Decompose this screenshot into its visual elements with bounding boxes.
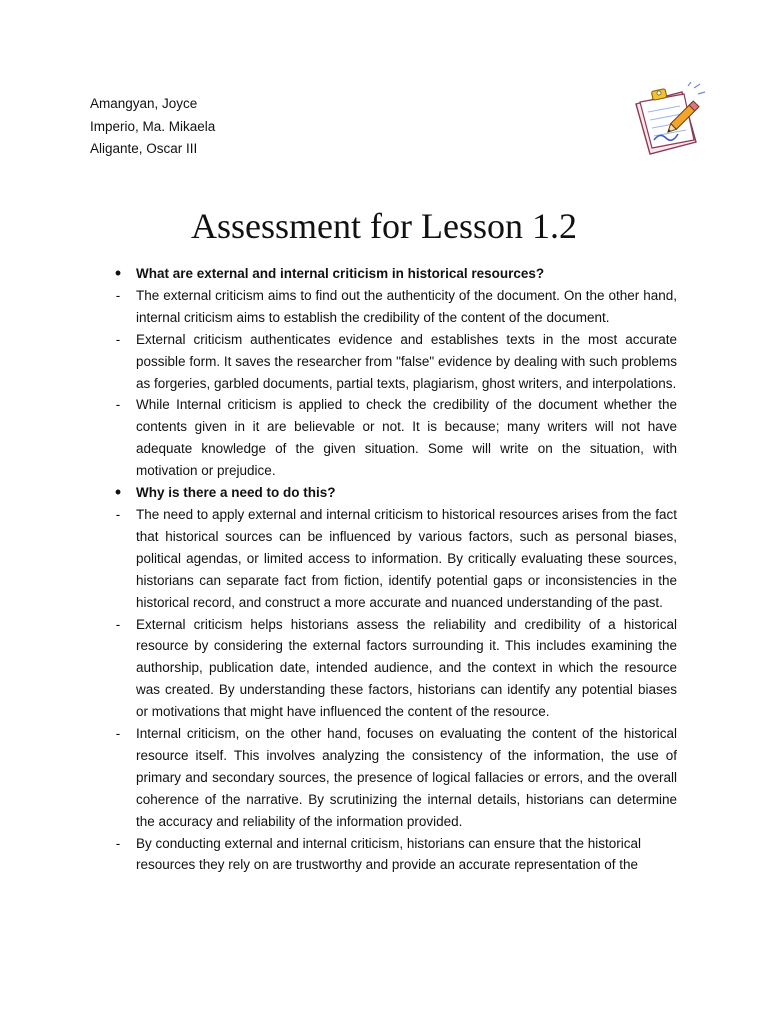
bullet-marker: •	[114, 482, 122, 503]
bullet-marker: •	[114, 263, 122, 283]
clipboard-pencil-icon	[630, 82, 708, 160]
author-list	[90, 93, 215, 161]
answer-text: By conducting external and internal criticism, historians can ensure that the historical resources they rely on are trustworthy and provide an accurate representation of the	[136, 835, 642, 873]
answer-text: The external criticism aims to find out the authenticity of the document. On the other hand, internal criticism aims to establish the credibility of the content of the document.	[136, 287, 677, 325]
answer-item	[112, 504, 677, 614]
answer-text: External criticism helps historians assess the reliability and credibility of a historical resource by considering the external factors surrounding it. This includes examining the authorship, publication date, intended audience, and the context in which the resource was created. By understanding these factors, historians can identify any potential biases or motivations that might have influenced the content of the resource.	[136, 616, 677, 720]
dash-marker: -	[115, 835, 121, 851]
answer-text: External criticism authenticates evidence and establishes texts in the most accurate possible form. It saves the researcher from "false" evidence by dealing with such problems as forgeries, garbled documents, partial texts, plagiarism, ghost writers, and interpolations.	[136, 331, 677, 391]
answer-item	[112, 614, 677, 724]
author-name: Imperio, Ma. Mikaela	[90, 118, 216, 134]
dash-marker: -	[115, 726, 121, 742]
answer-item	[112, 833, 677, 877]
dash-marker: -	[115, 616, 121, 632]
answer-item	[112, 329, 677, 395]
author-name: Amangyan, Joyce	[90, 96, 198, 111]
dash-marker: -	[115, 331, 121, 347]
dash-marker: -	[115, 397, 121, 413]
page-title: Assessment for Lesson 1.2	[191, 206, 577, 246]
assessment-content	[112, 263, 677, 876]
answer-text: The need to apply external and internal criticism to historical resources arises from the fact that historical sources can be influenced by various factors, such as personal biases, political agendas, or limited access to information. By critically evaluating these sources, historians can separate fact from fiction, identify potential gaps or inconsistencies in the historical record, and construct a more accurate and nuanced understanding of the past.	[136, 506, 677, 610]
question-item	[112, 263, 677, 285]
dash-marker: -	[115, 287, 121, 303]
author-name: Aligante, Oscar III	[90, 141, 198, 156]
question-item	[112, 482, 677, 504]
answer-item	[112, 723, 677, 833]
question-text: Why is there a need to do this?	[136, 485, 336, 501]
answer-item	[112, 394, 677, 482]
answer-text: Internal criticism, on the other hand, focuses on evaluating the content of the historical resource itself. This involves analyzing the consistency of the information, the use of primary and secondary sources, the presence of logical fallacies or errors, and the overall coherence of the narrative. By scrutinizing the internal details, historians can determine the accuracy and reliability of the information provided.	[136, 726, 677, 829]
question-text: What are external and internal criticism in historical resources?	[136, 266, 545, 281]
answer-item	[112, 285, 677, 329]
answer-text: While Internal criticism is applied to check the credibility of the document whether the contents given in it are believable or not. It is because; many writers will not have adequate knowledge of the given situation. Some will write on the situation, with motivation or prejudice.	[136, 397, 677, 479]
dash-marker: -	[115, 506, 121, 522]
